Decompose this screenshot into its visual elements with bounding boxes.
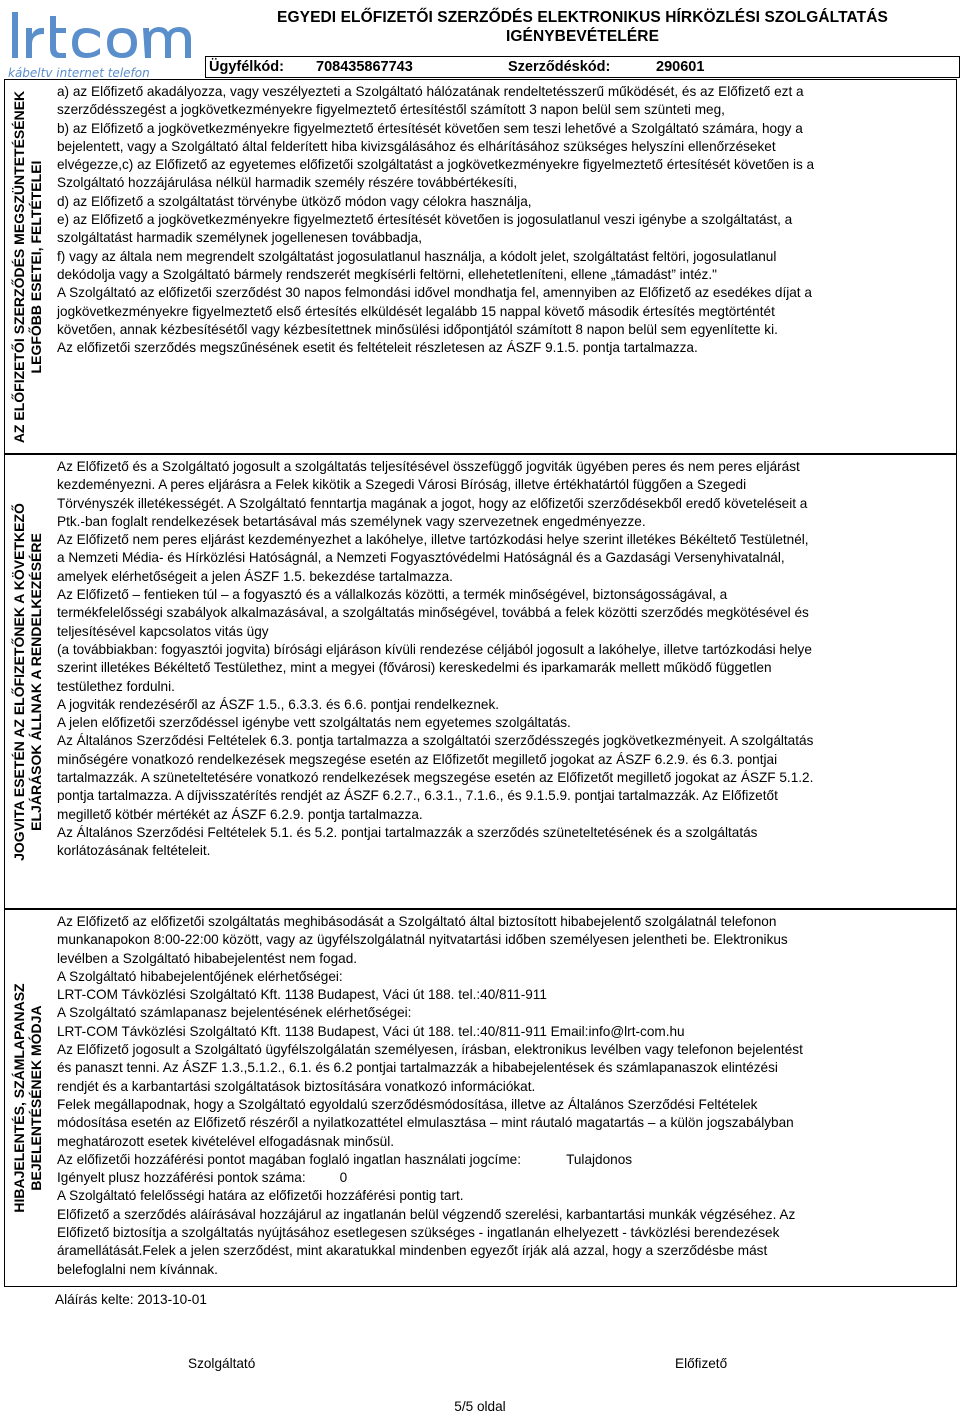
text-line: e) az Előfizető a jogkövetkezményekre figyelmeztető értesítését követően is jogosulatlanul veszi igénybe a szolgáltatást, a	[57, 212, 793, 228]
text-line: bejelentett, vagy a Szolgáltató által felderített hiba kivizsgálásához és elhárításához szükséges helyszíni ellenőrzéseket	[57, 138, 776, 154]
text-line: Az Általános Szerződési Feltételek 5.1. és 5.2. pontjai tartalmazzák a szerződés szüneteltetésének és a szolgáltatás	[57, 824, 758, 840]
signature-date: Aláírás kelte: 2013-10-01	[55, 1292, 207, 1307]
client-code-value: 708435867743	[316, 59, 413, 75]
text-line: áramellátását.Felek a jelen szerződést, mint akaratukkal mindenben egyezőt írják alá azzal, hogy a szerződésbe mást	[57, 1243, 768, 1259]
text-line: LRT-COM Távközlési Szolgáltató Kft. 1138 Budapest, Váci út 188. tel.:40/811-911	[57, 987, 547, 1003]
text-line: (a továbbiakban: fogyasztói jogvita) bírósági eljáráson kívüli rendezése céljából jogosult a lakóhelye, illetve tartózkodási helye	[57, 641, 812, 657]
termination-side-label: AZ ELŐFIZETŐI SZERZŐDÉS MEGSZÜNTETÉSÉNEK LEGFŐBB ESETEI, FELTÉTELEI	[10, 90, 44, 443]
text-line: b) az Előfizető a jogkövetkezményekre figyelmeztető értesítését követően sem teszi lehetővé a Szolgáltató számára, hogy a	[57, 120, 803, 136]
text-line: Az Előfizető nem peres eljárást kezdeményezhet a lakóhelye, illetve tartózkodási helye szerint illetékes Békéltető Testületnél,	[57, 532, 809, 548]
svg-text:kábeltv internet telefon: kábeltv internet telefon	[8, 66, 150, 80]
text-line: korlátozásának feltételeit.	[57, 843, 211, 859]
text-line: f) vagy az általa nem megrendelt szolgáltatást jogosulatlanul használja, a kódolt jelet, szolgáltatást feltöri, jogosulatlanul	[57, 248, 777, 264]
text-line: szerződésszegést a jogkövetkezményekre figyelmeztető értesítéstől számított 3 napon belül sem szünteti meg,	[57, 102, 725, 118]
text-line: szolgáltatást harmadik személynek jogellenesen továbbadja,	[57, 230, 422, 246]
dispute-text	[57, 458, 952, 861]
text-line: LRT-COM Távközlési Szolgáltató Kft. 1138 Budapest, Váci út 188. tel.:40/811-911 Email:info@lrt-com.hu	[57, 1023, 685, 1039]
text-line: Ptk.-ban foglalt rendelkezések betartásával más személynek vagy szervezetnek engedményezze.	[57, 513, 646, 529]
text-line: kezdeményezni. A peres eljárásra a Felek kikötik a Szegedi Városi Bíróság, illetve értékhatártól függően a Szegedi	[57, 477, 747, 493]
text-line: Az Előfizető az előfizetői szolgáltatás meghibásodását a Szolgáltató által biztosított hibabejelentő szolgálatnál telefonon	[57, 914, 777, 929]
text-line: amelyek elérhetőségeit a jelen ÁSZF 1.5. bekezdése tartalmazza.	[57, 568, 453, 584]
text-line: tartalmazzák. A szüneteltetésére vonatkozó rendelkezések megszegése esetén az Előfizetőt megillető jogokat az ÁSZF 5.1.2.	[57, 770, 814, 786]
text-line: termékfelelősségi szabályok alkalmazásával, a szolgáltatás minőségével, továbbá a felek közötti szerződés megkötésével és	[57, 605, 809, 621]
text-line: testülethez fordulni.	[57, 678, 175, 694]
text-line: Az Általános Szerződési Feltételek 6.3. pontja tartalmazza a szolgáltatói szerződésszegés jogkövetkezményeit. A szolgáltatás	[57, 733, 814, 749]
dispute-section	[4, 454, 957, 909]
subscriber-signature-label: Előfizető	[675, 1356, 728, 1371]
text-line: meghatározott esetek kivételével elfogadásnak minősül.	[57, 1133, 395, 1149]
provider-signature-label: Szolgáltató	[188, 1356, 256, 1371]
text-line: A Szolgáltató az előfizetői szerződést 30 napos felmondási idővel mondhatja fel, amennyiben az Előfizető az esedékes díjat a	[57, 285, 812, 301]
text-line: dekódolja vagy a Szolgáltató bármely rendszerét megkísérli feltörni, ellehetetleníteni, ellene „támadást” intéz."	[57, 266, 717, 282]
access-right-label: Az előfizetői hozzáférési pontot magában foglaló ingatlan használati jogcíme:	[57, 1151, 521, 1167]
fault-report-section	[4, 909, 957, 1287]
access-right-value: Tulajdonos	[566, 1151, 633, 1167]
extra-points-value: 0	[339, 1170, 348, 1186]
text-line: Előfizető a szerződés aláírásával hozzájárul az ingatlanán belül végzendő szerelési, karbantartási munkák végzéséhez. Az	[57, 1206, 796, 1222]
text-line: jogkövetkezményekre figyelmeztető első értesítés elküldését legalább 15 nappal követő második értesítés megtörténtét	[57, 303, 775, 319]
text-line: d) az Előfizető a szolgáltatást törvénybe ütköző módon vagy célokra használja,	[57, 193, 532, 209]
text-line: minőségére vonatkozó rendelkezések megszegése esetén az Előfizetőt megillető jogokat az ÁSZF 6.2.9. és 6.3. pontjai	[57, 751, 778, 767]
text-line: rendjét és a karbantartási szolgáltatások biztosítására vonatkozó információkat.	[57, 1078, 536, 1094]
text-line: követően, annak kézbesítésétől vagy kézbesítettnek minősülési időpontjától számított 8 napon belül sem egyenlítette ki.	[57, 321, 778, 337]
extra-points-row	[57, 1169, 952, 1187]
text-line: Törvényszék illetékességét. A Szolgáltató fenntartja magának a jogot, hogy az előfizetői szerződésekből eredő követeléseit a	[57, 495, 808, 511]
text-line: teljesítésével kapcsolatos vitás ügy	[57, 623, 269, 639]
text-line: és panaszt tenni. Az ÁSZF 1.3.,5.1.2., 6.1. és 6.2 pontjai tartalmazzák a hibabejelentések és számlapanaszok elintézési	[57, 1060, 778, 1076]
text-line: pontja tartalmazza. A díjvisszatérítés rendjét az ÁSZF 6.2.7., 6.3.1., 7.1.6., és 9.1.5.9. pontjai tartalmazzák. Az Előfizetőt	[57, 788, 778, 804]
text-line: A Szolgáltató felelősségi határa az előfizetői hozzáférési pontig tart.	[57, 1188, 464, 1204]
contract-code-value: 290601	[656, 59, 705, 75]
termination-text	[57, 83, 952, 357]
lrtcom-logo	[4, 6, 204, 80]
text-line: A jogviták rendezéséről az ÁSZF 1.5., 6.3.3. és 6.6. pontjai rendelkeznek.	[57, 696, 500, 712]
termination-section	[4, 79, 957, 454]
client-code-label: Ügyfélkód:	[209, 59, 284, 75]
text-line: munkanapokon 8:00-22:00 között, vagy az ügyfélszolgálatnál nyitvatartási időben személyesen jelentheti be. Elektronikus	[57, 932, 788, 948]
contract-code-label: Szerződéskód:	[508, 59, 611, 75]
text-line: módosítása esetén az Előfizető részéről a nyilatkozattétel elmulasztása – mint ráutaló magatartás – a külön jogszabályban	[57, 1115, 794, 1131]
text-line: Az Előfizető – fentieken túl – a fogyasztó és a vállalkozás közötti, a termék minőségével, biztonságosságával, a	[57, 587, 728, 603]
page-number: 5/5 oldal	[454, 1399, 506, 1414]
text-line: Szolgáltató hozzájárulása nélkül harmadik személy részére továbbértékesíti,	[57, 175, 518, 191]
fault-report-side-label: HIBAJELENTÉS, SZÁMLAPANASZ BEJELENTÉSÉNEK MÓDJA	[10, 983, 44, 1213]
text-line: A jelen előfizetői szerződéssel igénybe vett szolgáltatás nem egyetemes szolgáltatás.	[57, 715, 571, 731]
text-line: Az Előfizető jogosult a Szolgáltató ügyfélszolgálatán személyesen, írásban, elektronikus levélben vagy telefonon bejelentést	[57, 1042, 803, 1058]
text-line: belefoglalni nem kívánnak.	[57, 1261, 218, 1277]
text-line: elvégezze,c) az Előfizető az egyetemes előfizetői szolgáltatást a jogkövetkezményekre figyelmeztető értesítését követően is a	[57, 157, 815, 173]
text-line: megillető kötbér mértékét az ÁSZF 6.2.9. pontja tartalmazza.	[57, 806, 423, 822]
text-line: Az Előfizető és a Szolgáltató jogosult a szolgáltatás teljesítésével összefüggő jogviták ügyében peres és nem peres eljárást	[57, 459, 800, 474]
text-line: A Szolgáltató számlapanasz bejelentésének elérhetőségei:	[57, 1005, 412, 1021]
fault-report-text	[57, 913, 952, 1279]
text-line: a Nemzeti Média- és Hírközlési Hatóságnál, a Nemzeti Fogyasztóvédelmi Hatóságnál és a Gazdasági Versenyhivatalnál,	[57, 550, 785, 566]
extra-points-label: Igényelt plusz hozzáférési pontok száma:	[57, 1170, 306, 1186]
dispute-side-label: JOGVITA ESETÉN AZ ELŐFIZETŐNEK A KÖVETKEZŐ ELJÁRÁSOK ÁLLNAK A RENDELKEZÉSÉRE	[10, 502, 44, 861]
text-line: Felek megállapodnak, hogy a Szolgáltató egyoldalú szerződésmódosítása, illetve az Általános Szerződési Feltételek	[57, 1096, 758, 1112]
text-line: a) az Előfizető akadályozza, vagy veszélyezteti a Szolgáltató hálózatának rendeltetésszerű működését, és az Előfizető ezt a	[57, 84, 804, 99]
signature-date-value: 2013-10-01	[137, 1292, 207, 1307]
text-line: Előfizető biztosítja a szolgáltatás nyújtásához esetlegesen szükséges - ingatlanán elhelyezett - távközlési berendezések	[57, 1225, 780, 1241]
codes-bar	[205, 56, 960, 78]
text-line: levélben a Szolgáltató hibabejelentést nem fogad.	[57, 950, 358, 966]
text-line: Az előfizetői szerződés megszűnésének esetit és feltételeit részletesen az ÁSZF 9.1.5. pontja tartalmazza.	[57, 340, 698, 356]
access-right-row	[57, 1151, 952, 1169]
document-title: EGYEDI ELŐFIZETŐI SZERZŐDÉS ELEKTRONIKUS HÍRKÖZLÉSI SZOLGÁLTATÁS IGÉNYBEVÉTELÉRE	[277, 9, 888, 45]
text-line: A Szolgáltató hibabejelentőjének elérhetőségei:	[57, 968, 343, 984]
text-line: szerint illetékes Békéltető Testülethez, mint a megyei (fővárosi) kereskedelmi és iparkamarák mellett működő független	[57, 660, 772, 676]
